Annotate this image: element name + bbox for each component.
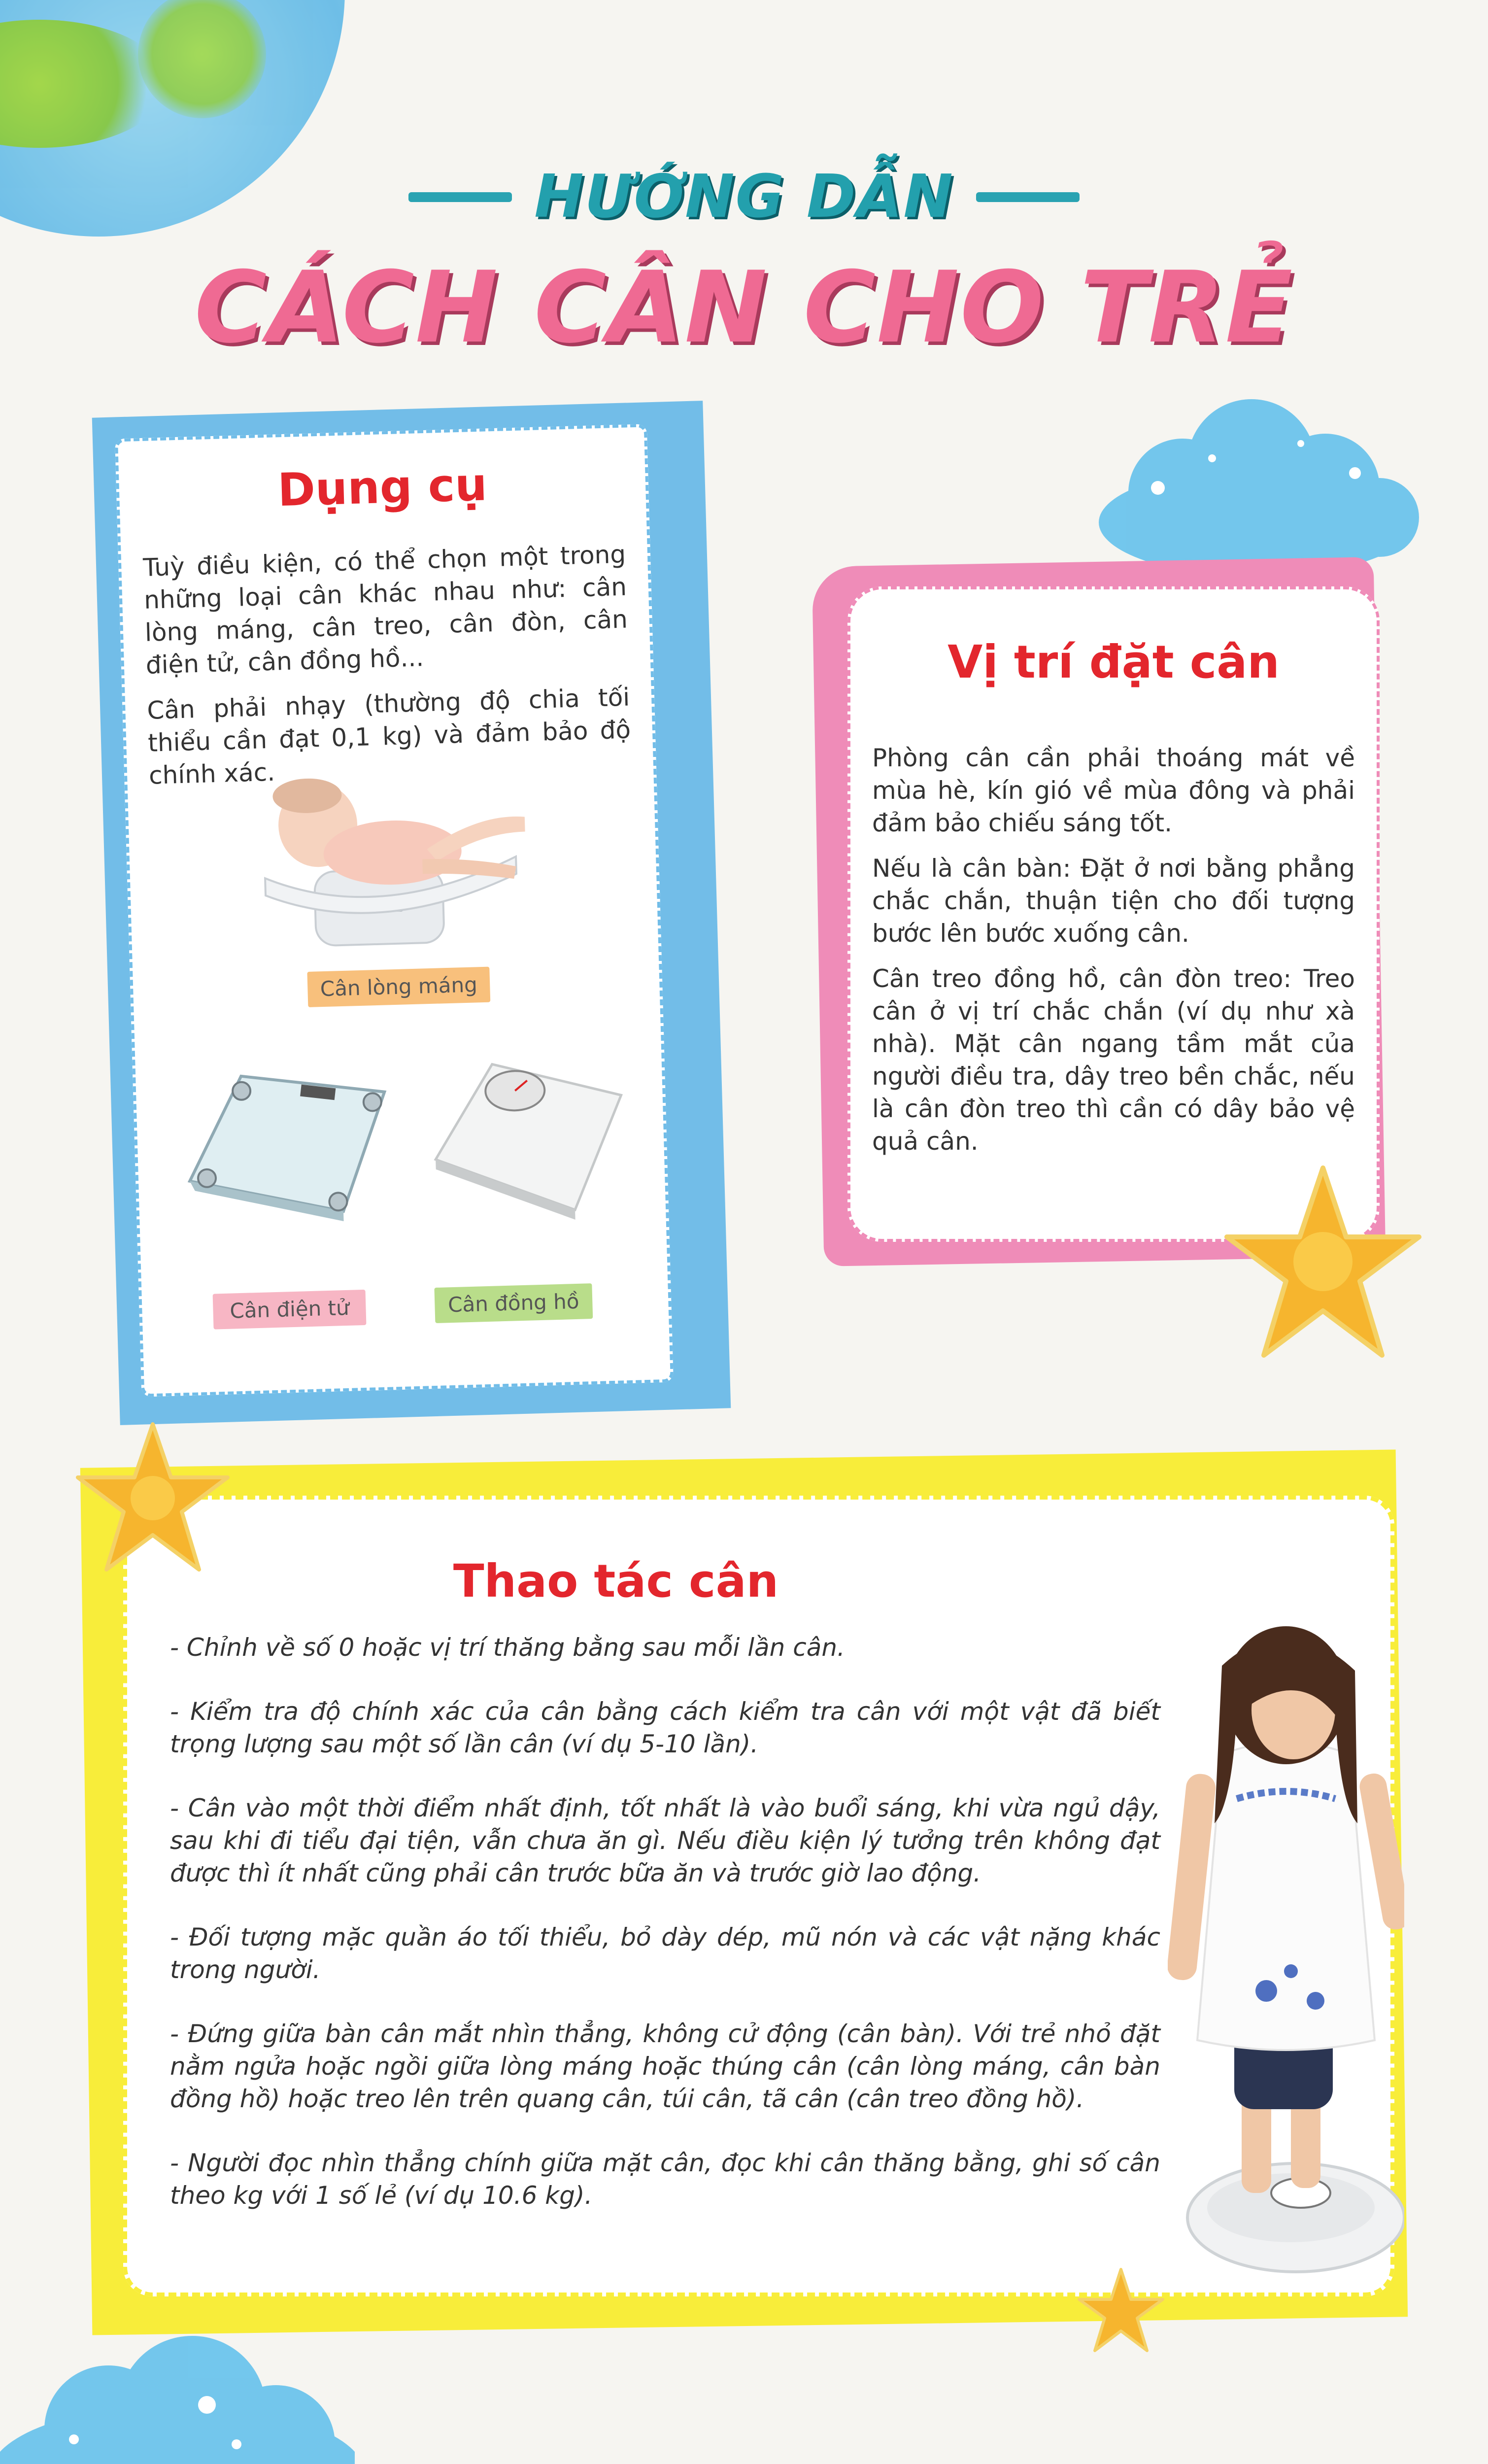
title-top: HƯỚNG DẪN xyxy=(534,163,954,231)
dung-cu-text xyxy=(142,538,632,805)
label-can-long-mang: Cân lòng máng xyxy=(307,967,490,1007)
cloud-decoration xyxy=(0,2326,355,2464)
label-can-dong-ho: Cân đồng hồ xyxy=(434,1283,593,1323)
thao-tac-item: - Đứng giữa bàn cân mắt nhìn thẳng, không cử động (cân bàn). Với trẻ nhỏ đặt nằm ngửa hoặc ngồi giữa lòng máng hoặc thúng cân (cân lòng máng, cân bàn đồng hồ) hoặc treo lên trên quang cân, túi cân, tã cân (cân treo đồng hồ). xyxy=(170,2019,1160,2113)
vi-tri-paragraph: Cân treo đồng hồ, cân đòn treo: Treo cân ở vị trí chắc chắn (ví dụ như xà nhà). Mặt cân ngang tầm mắt của người điều tra, dây treo bền chắc, nếu là cân đòn treo thì cần có dây bảo vệ quả cân. xyxy=(872,964,1355,1156)
title-rule-right xyxy=(976,192,1080,202)
vi-tri-heading: Vị trí đặt cân xyxy=(947,636,1280,688)
girl-on-scale-image xyxy=(1168,1567,1404,2277)
thao-tac-item: - Người đọc nhìn thẳng chính giữa mặt cân, đọc khi cân thăng bằng, ghi số cân theo kg với 1 số lẻ (ví dụ 10.6 kg). xyxy=(170,2149,1160,2210)
label-can-dien-tu: Cân điện tử xyxy=(213,1290,367,1330)
thao-tac-item: - Đối tượng mặc quần áo tối thiểu, bỏ dày dép, mũ nón và các vật nặng khác trong người. xyxy=(170,1923,1160,1984)
dung-cu-heading: Dụng cụ xyxy=(276,458,488,517)
dung-cu-paragraph: Cân phải nhạy (thường độ chia tối thiểu cần đạt 0,1 kg) và đảm bảo độ chính xác. xyxy=(146,683,631,790)
vi-tri-paragraph: Nếu là cân bàn: Đặt ở nơi bằng phẳng chắc chắn, thuận tiện cho đối tượng bước lên bước xuống cân. xyxy=(872,854,1355,948)
vi-tri-text xyxy=(872,742,1355,1170)
page-title: CÁCH CÂN CHO TRẺ xyxy=(194,250,1294,365)
title-rule-left xyxy=(408,192,512,202)
star-decoration xyxy=(69,1419,237,1582)
dial-scale-image xyxy=(428,1051,629,1224)
dung-cu-card xyxy=(115,424,674,1397)
thao-tac-item: - Kiểm tra độ chính xác của cân bằng cách kiểm tra cân với một vật đã biết trọng lượng sau một số lần cân (ví dụ 5-10 lần). xyxy=(170,1697,1160,1758)
baby-scale-image xyxy=(257,772,538,952)
title-top-row xyxy=(0,163,1488,246)
electronic-scale-image xyxy=(182,1062,393,1231)
vi-tri-card xyxy=(847,586,1380,1242)
thao-tac-list xyxy=(170,1631,1160,2243)
star-decoration xyxy=(1074,2267,1168,2358)
star-decoration xyxy=(1217,1163,1429,1370)
dung-cu-paragraph: Tuỳ điều kiện, có thể chọn một trong những loại cân khác nhau như: cân lòng máng, cân treo, cân đòn, cân điện tử, cân đồng hồ... xyxy=(142,540,628,680)
thao-tac-item: - Cân vào một thời điểm nhất định, tốt nhất là vào buổi sáng, khi vừa ngủ dậy, sau khi đi tiểu đại tiện, vẫn chưa ăn gì. Nếu điều kiện lý tưởng trên không đạt được thì ít nhất cũng phải cân trước bữa ăn và trước giờ lao động. xyxy=(170,1794,1160,1887)
vi-tri-paragraph: Phòng cân cần phải thoáng mát về mùa hè, kín gió về mùa đông và phải đảm bảo chiếu sáng tốt. xyxy=(872,744,1355,837)
thao-tac-heading: Thao tác cân xyxy=(453,1555,779,1608)
thao-tac-item: - Chỉnh về số 0 hoặc vị trí thăng bằng sau mỗi lần cân. xyxy=(170,1633,845,1662)
